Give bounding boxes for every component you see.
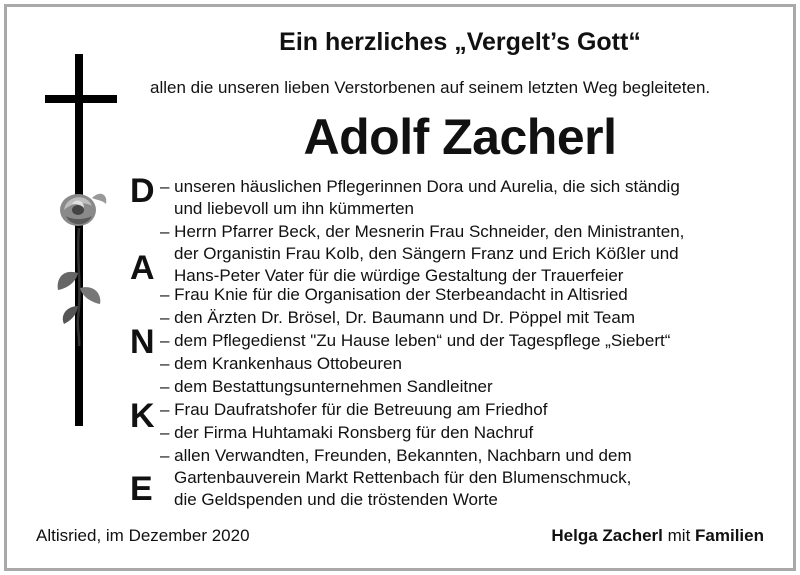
cross-icon-horizontal-beam: [45, 95, 117, 103]
thanks-item: [160, 330, 670, 352]
signature-connector: mit: [667, 526, 691, 545]
rose-icon: [52, 188, 112, 348]
thanks-line: die Geldspenden und die tröstenden Worte: [174, 490, 498, 509]
danke-letter-n: N: [130, 323, 155, 361]
thanks-line: – unseren häuslichen Pflegerinnen Dora und Aurelia, die sich ständig: [160, 177, 680, 196]
thanks-line: – Herrn Pfarrer Beck, der Mesnerin Frau Schneider, den Ministranten,: [160, 222, 685, 241]
deceased-name: Adolf Zacherl: [303, 109, 617, 165]
thanks-line: – den Ärzten Dr. Brösel, Dr. Baumann und Dr. Pöppel mit Team: [160, 308, 635, 327]
thanks-line: – dem Pflegedienst "Zu Hause leben“ und der Tagespflege „Siebert“: [160, 331, 671, 350]
danke-letter-d: D: [130, 172, 155, 210]
danke-letter-k: K: [130, 397, 155, 435]
thanks-item: [160, 307, 635, 329]
thanks-line: und liebevoll um ihn kümmerten: [174, 199, 415, 218]
danke-letter-e: E: [130, 470, 153, 508]
thanks-item: [160, 353, 402, 375]
thanks-line: Gartenbauverein Markt Rettenbach für den Blumenschmuck,: [174, 468, 632, 487]
thanks-item: [160, 422, 533, 444]
danke-letter-a: A: [130, 249, 155, 287]
subheading: allen die unseren lieben Verstorbenen auf seinem letzten Weg begleiteten.: [150, 78, 711, 97]
signature: [551, 526, 764, 546]
thanks-line: – allen Verwandten, Freunden, Bekannten, Nachbarn und dem: [160, 446, 632, 465]
thanks-line: der Organistin Frau Kolb, den Sängern Franz und Erich Kößler und: [174, 244, 679, 263]
thanks-item: [160, 284, 628, 306]
thanks-line: Hans-Peter Vater für die würdige Gestaltung der Trauerfeier: [174, 266, 624, 285]
thanks-item: [160, 176, 680, 220]
thanks-item: [160, 221, 684, 287]
thanks-item: [160, 399, 547, 421]
thanks-line: – dem Krankenhaus Ottobeuren: [160, 354, 402, 373]
thanks-line: – Frau Knie für die Organisation der Sterbeandacht in Altisried: [160, 285, 628, 304]
signature-family: Familien: [695, 526, 764, 545]
signature-name: Helga Zacherl: [551, 526, 663, 545]
thanks-line: – Frau Daufratshofer für die Betreuung am Friedhof: [160, 400, 548, 419]
thanks-item: [160, 445, 632, 511]
thanks-item: [160, 376, 493, 398]
thanks-line: – der Firma Huhtamaki Ronsberg für den Nachruf: [160, 423, 534, 442]
heading: Ein herzliches „Vergelt’s Gott“: [279, 28, 641, 56]
place-and-date: Altisried, im Dezember 2020: [36, 526, 250, 545]
thanks-line: – dem Bestattungsunternehmen Sandleitner: [160, 377, 493, 396]
